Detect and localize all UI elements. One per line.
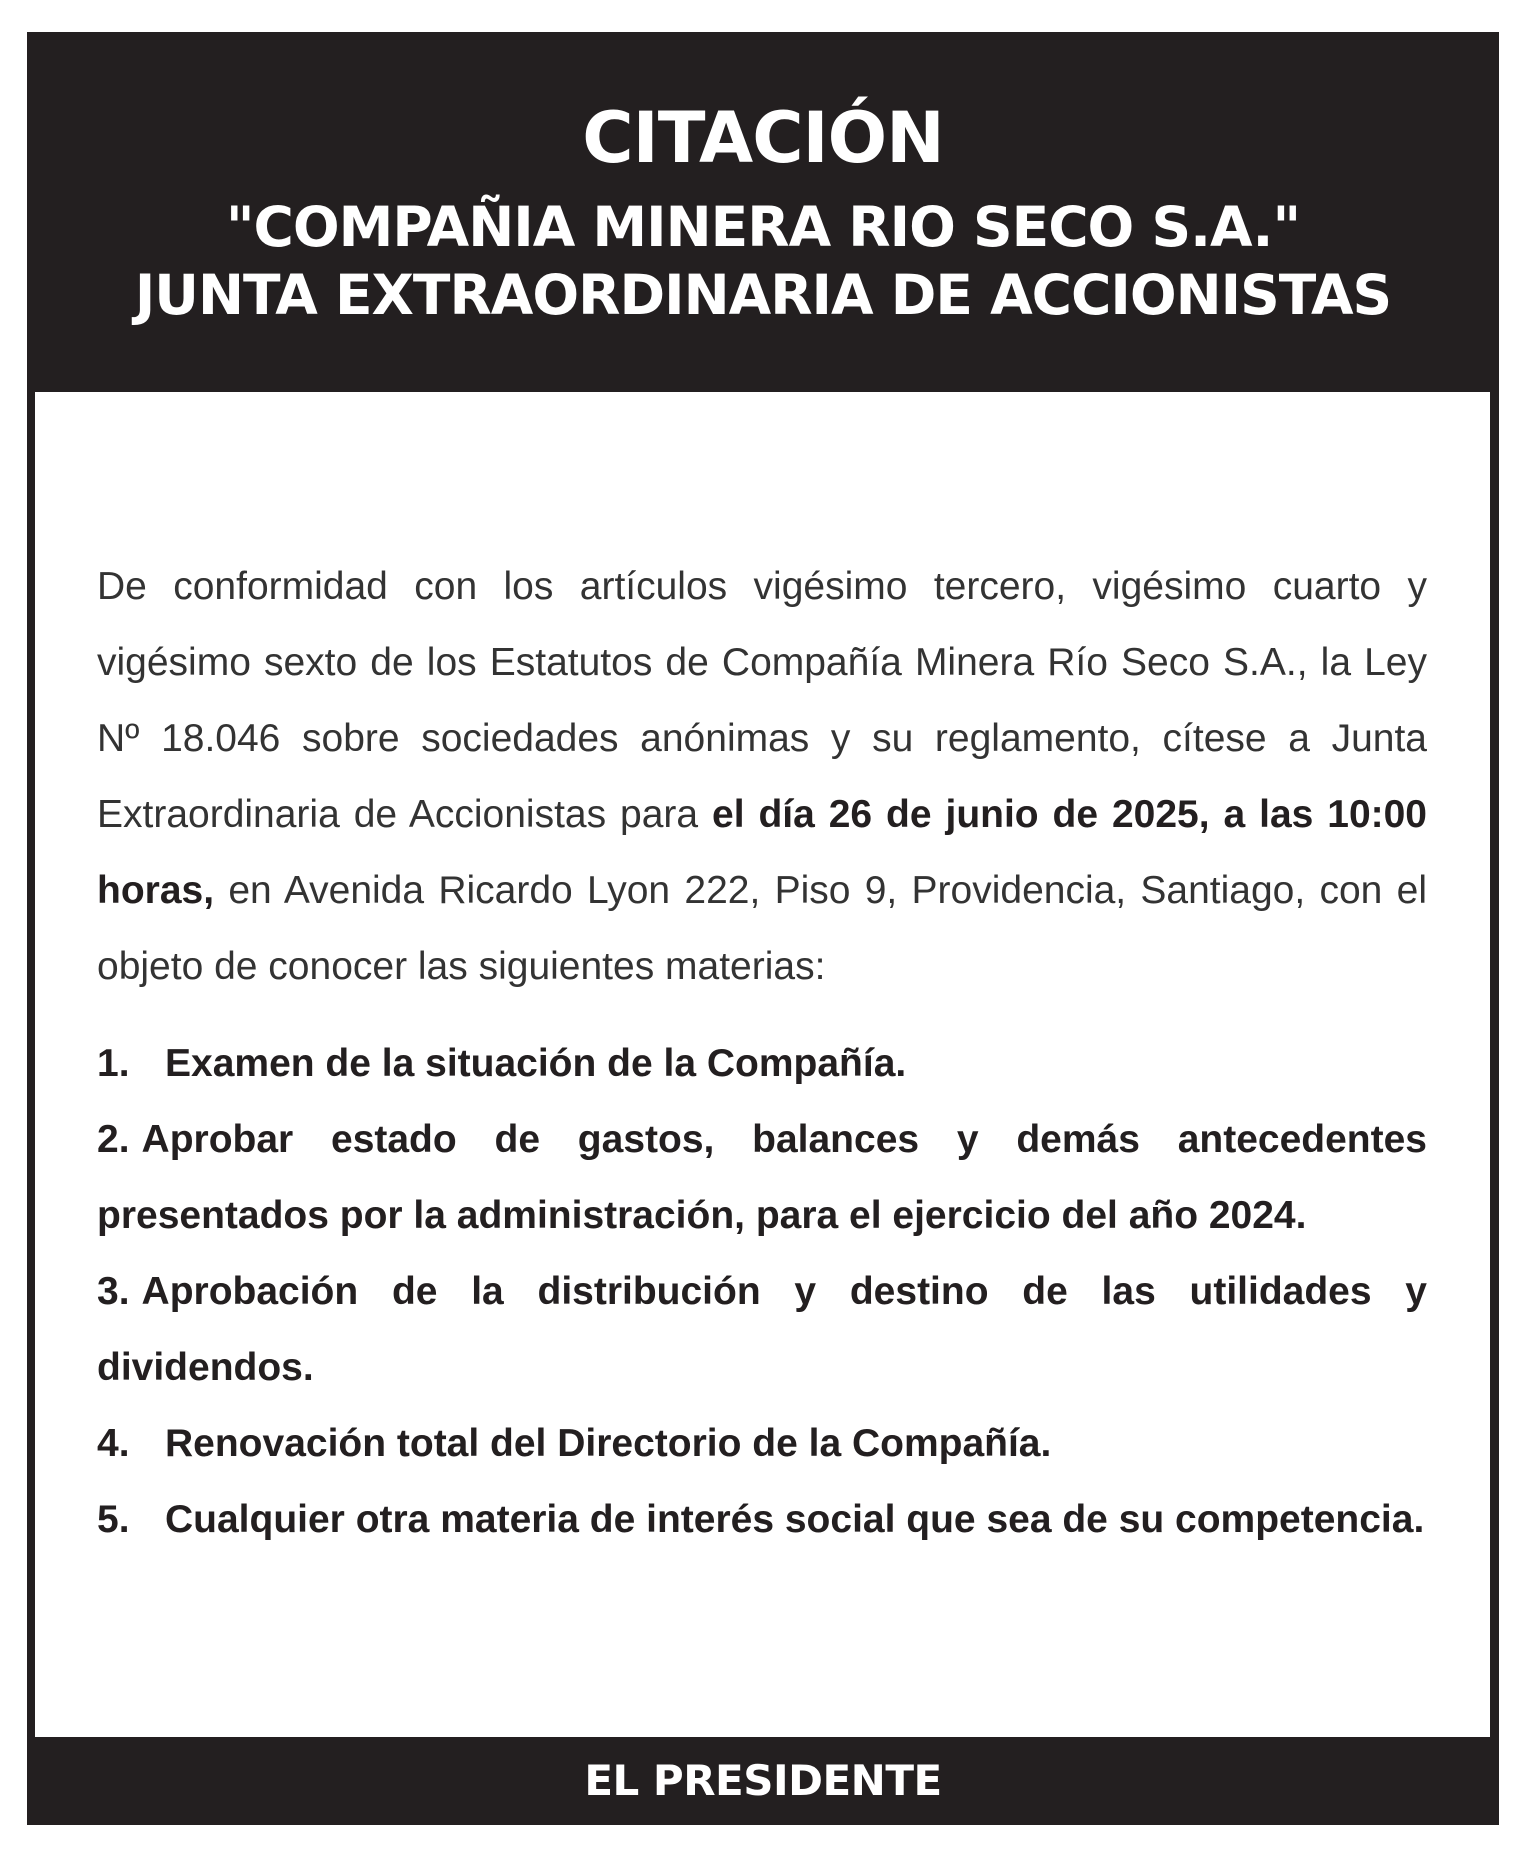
signature-footer: EL PRESIDENTE [584, 1756, 942, 1805]
agenda-item [97, 1254, 1427, 1406]
intro-text-before: De conformidad con los artículos vigésimo tercero, vigésimo cuarto y vigésimo sexto de los Estatutos de Compañía Minera Río Seco S.A., la Ley Nº 18.046 sobre sociedades anónimas y su reglamento, cítese a Junta Extraordinaria de Accionistas para [97, 565, 1427, 836]
intro-text-after: en Avenida Ricardo Lyon 222, Piso 9, Providencia, Santiago, con el objeto de conocer las siguientes materias: [97, 869, 1427, 988]
meeting-name: JUNTA EXTRAORDINARIA DE ACCIONISTAS [134, 263, 1392, 327]
notice-body [35, 392, 1490, 1737]
agenda-item-text: Renovación total del Directorio de la Compañía. [165, 1422, 1052, 1465]
agenda-item [97, 1102, 1427, 1254]
meeting-date-time: el día 26 de junio de 2025, a las 10:00 horas, [97, 793, 1428, 912]
agenda-item-text: Cualquier otra materia de interés social que sea de su competencia. [165, 1498, 1425, 1541]
agenda-item-number: 5. [97, 1498, 130, 1541]
notice-frame [27, 32, 1499, 1825]
agenda-item-number: 1. [97, 1042, 130, 1085]
intro-paragraph [97, 549, 1427, 1005]
agenda-item [97, 1406, 1427, 1482]
agenda-item-number: 3. [97, 1270, 130, 1313]
agenda-item-number: 4. [97, 1422, 130, 1465]
agenda-item-number: 2. [97, 1118, 130, 1161]
agenda-item-text: Examen de la situación de la Compañía. [165, 1042, 907, 1085]
agenda-item-text: Aprobar estado de gastos, balances y demás antecedentes presentados por la administración, para el ejercicio del año 2024. [97, 1118, 1427, 1237]
agenda-item [97, 1482, 1427, 1558]
agenda-list [97, 1026, 1427, 1558]
agenda-item [97, 1026, 1427, 1102]
notice-header [27, 32, 1499, 392]
agenda-item-text: Aprobación de la distribución y destino de las utilidades y dividendos. [97, 1270, 1427, 1389]
notice-title: CITACIÓN [582, 97, 944, 179]
company-name: "COMPAÑIA MINERA RIO SECO S.A." [225, 195, 1301, 259]
